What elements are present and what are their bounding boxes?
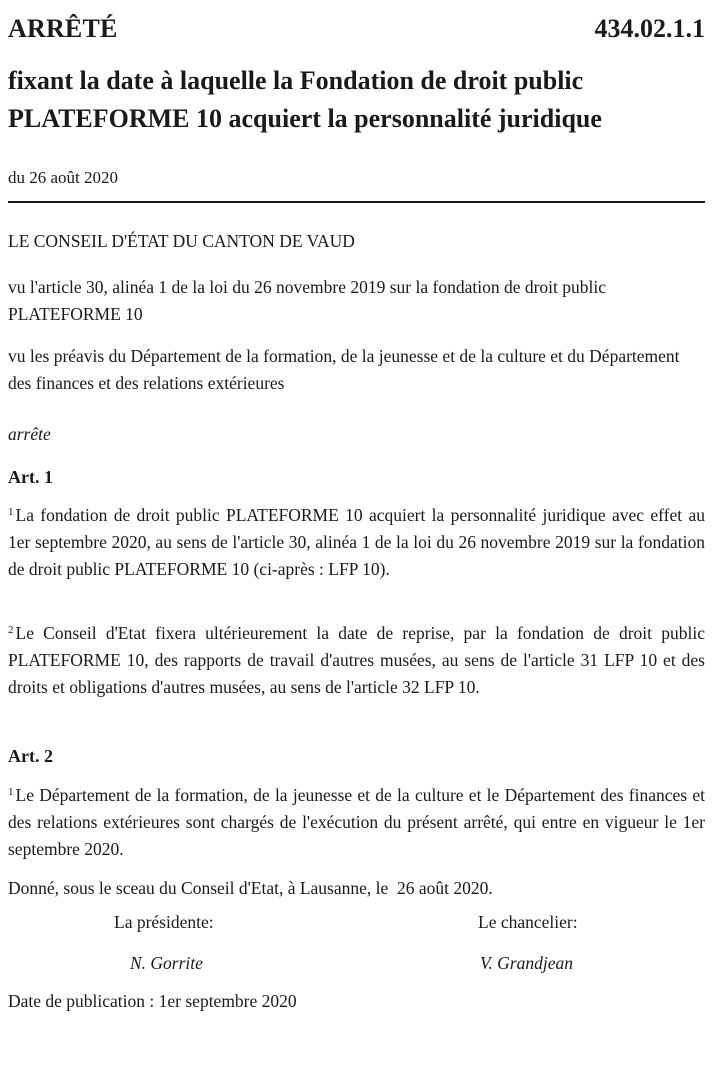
given-under-seal: Donné, sous le sceau du Conseil d'Etat, à Lausanne, le 26 août 2020. [8,878,493,898]
article-1-paragraph-2 [8,620,705,701]
paragraph-number: 2 [8,624,14,636]
signatory-2-name: V. Grandjean [480,953,574,973]
signatory-2-role: Le chancelier: [478,912,578,932]
paragraph-text: Le Conseil d'Etat fixera ultérieurement la date de reprise, par la fondation de droit public PLATEFORME 10, des rapports de travail d'autres musées, au sens de l'article 31 LFP 10 et des droits et obligations d'autres musées, au sens de l'article 32 LFP 10. [8,623,705,697]
preamble-vu-2: vu les préavis du Département de la formation, de la jeunesse et de la culture et du Département des finances et des relations extérieures [8,346,680,393]
enacting-word: arrête [8,424,51,444]
paragraph-text: La fondation de droit public PLATEFORME 10 acquiert la personnalité juridique avec effet au 1er septembre 2020, au sens de l'article 30, alinéa 1 de la loi du 26 novembre 2019 sur la fondation de droit public PLATEFORME 10 (ci-après : LFP 10). [8,505,705,579]
article-1-paragraph-1 [8,502,705,583]
paragraph-text: Le Département de la formation, de la jeunesse et de la culture et le Département des finances et des relations extérieures sont chargés de l'exécution du présent arrêté, qui entre en vigueur le 1er septembre 2020. [8,785,705,859]
paragraph-number: 1 [8,786,14,798]
publication-date: Date de publication : 1er septembre 2020 [8,991,297,1011]
document-type: ARRÊTÉ [8,14,118,43]
signatory-1-role: La présidente: [114,912,214,932]
article-1-heading: Art. 1 [8,467,53,487]
header-divider [8,201,705,203]
article-2-heading: Art. 2 [8,746,53,766]
article-2-paragraph-1 [8,782,705,863]
document-title: fixant la date à laquelle la Fondation de droit public PLATEFORME 10 acquiert la personnalité juridique [8,66,602,133]
paragraph-number: 1 [8,506,14,518]
signatory-1-name: N. Gorrite [130,953,203,973]
document-header [8,14,705,48]
document-number: 434.02.1.1 [594,14,705,43]
document-date: du 26 août 2020 [8,168,119,187]
preamble-vu-1: vu l'article 30, alinéa 1 de la loi du 26 novembre 2019 sur la fondation de droit public PLATEFORME 10 [8,277,606,324]
issuing-authority: LE CONSEIL D'ÉTAT DU CANTON DE VAUD [8,231,355,251]
